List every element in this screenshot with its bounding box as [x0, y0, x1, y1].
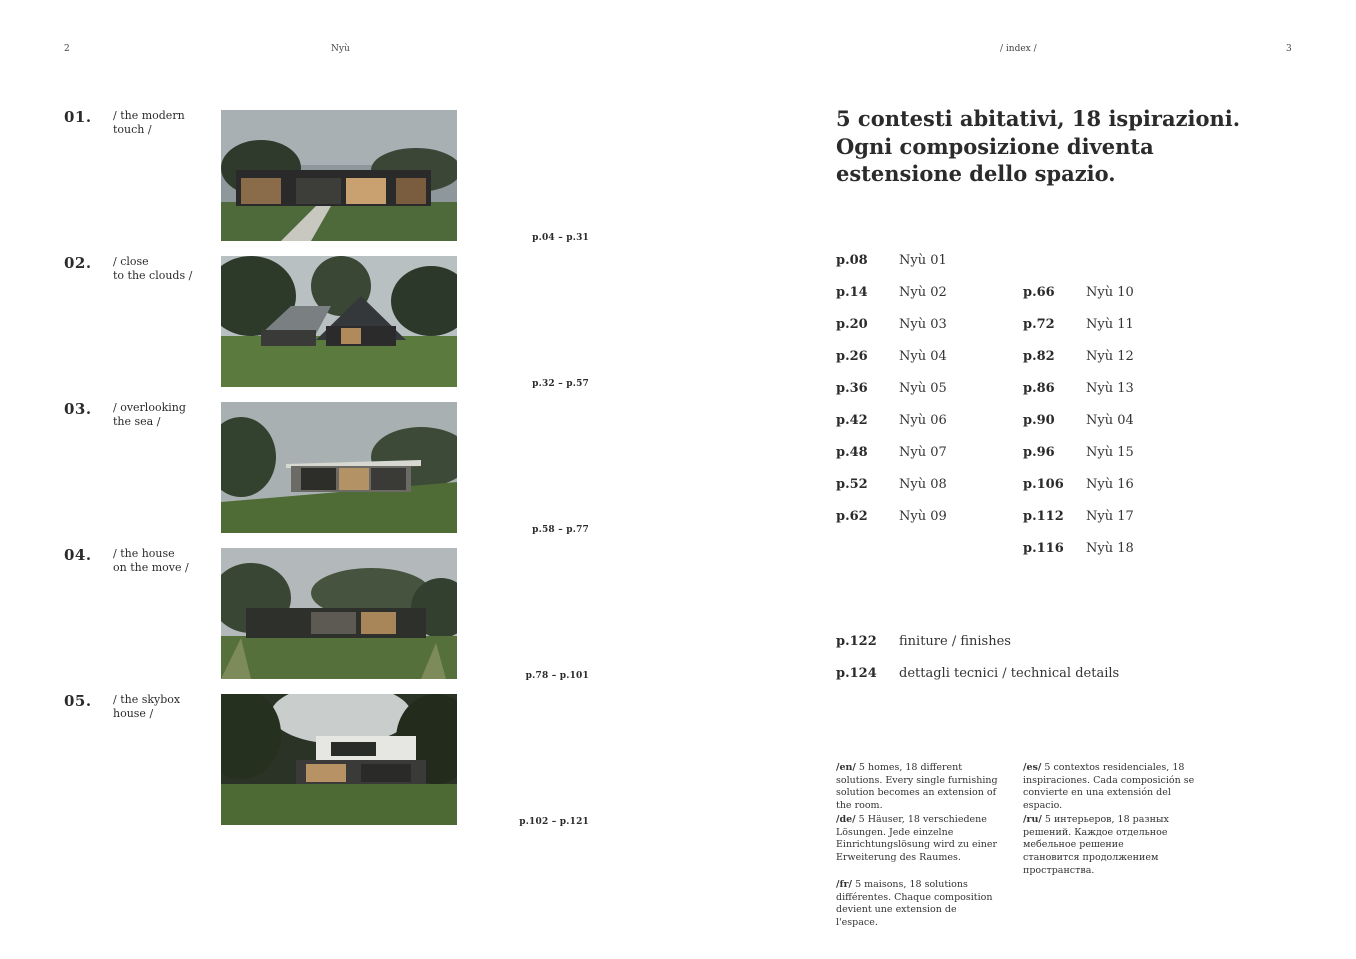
index-title: Nyù 13	[1086, 381, 1134, 396]
index-entry[interactable]	[836, 381, 947, 413]
index-headline: 5 contesti abitativi, 18 ispirazioni. Ogni composizione diventa estensione dello spazio.	[836, 106, 1241, 186]
section-photo-close-to-clouds[interactable]	[221, 256, 457, 387]
index-title: Nyù 04	[1086, 413, 1134, 428]
section-number: 03.	[64, 400, 92, 418]
index-page: p.20	[836, 317, 868, 332]
right-running-title: / index /	[1000, 44, 1037, 54]
section-photo-skybox-house[interactable]	[221, 694, 457, 825]
index-entry[interactable]	[1023, 349, 1134, 381]
section-title: / overlooking the sea /	[113, 401, 186, 428]
index-title: Nyù 03	[899, 317, 947, 332]
index-title: finiture / finishes	[899, 634, 1011, 649]
index-page: p.66	[1023, 285, 1055, 300]
translation-tag: /de/	[836, 814, 856, 825]
index-entry[interactable]	[1023, 317, 1134, 349]
index-title: Nyù 12	[1086, 349, 1134, 364]
index-title: Nyù 07	[899, 445, 947, 460]
index-entry[interactable]	[1023, 285, 1134, 317]
index-page: p.08	[836, 253, 868, 268]
index-entry-technical-details[interactable]	[836, 666, 1119, 698]
index-title: Nyù 02	[899, 285, 947, 300]
index-page: p.124	[836, 666, 877, 681]
index-page: p.90	[1023, 413, 1055, 428]
section-number: 05.	[64, 692, 92, 710]
index-column-2	[1023, 285, 1134, 573]
index-page: p.106	[1023, 477, 1064, 492]
index-title: Nyù 10	[1086, 285, 1134, 300]
index-page: p.26	[836, 349, 868, 364]
translation-text: 5 Häuser, 18 verschiedene Lösungen. Jede einzelne Einrichtungslösung wird zu einer Erweiterung des Raumes.	[836, 814, 997, 864]
translation-de	[836, 814, 1001, 865]
section-photo-house-on-move[interactable]	[221, 548, 457, 679]
index-entry[interactable]	[836, 285, 947, 317]
section-title: / the house on the move /	[113, 547, 189, 574]
index-page: p.62	[836, 509, 868, 524]
index-entry[interactable]	[836, 509, 947, 541]
index-entry[interactable]	[836, 445, 947, 477]
index-page: p.52	[836, 477, 868, 492]
index-entry[interactable]	[1023, 381, 1134, 413]
section-number: 04.	[64, 546, 92, 564]
section-number: 02.	[64, 254, 92, 272]
section-page-range: p.102 – p.121	[519, 817, 589, 827]
translation-tag: /es/	[1023, 762, 1042, 773]
index-title: Nyù 01	[899, 253, 947, 268]
section-title: / close to the clouds /	[113, 255, 193, 282]
index-title: Nyù 16	[1086, 477, 1134, 492]
index-title: Nyù 18	[1086, 541, 1134, 556]
index-page: p.96	[1023, 445, 1055, 460]
left-running-title: Nyù	[331, 44, 350, 54]
index-title: Nyù 05	[899, 381, 947, 396]
right-page-number: 3	[1286, 44, 1292, 54]
index-entry[interactable]	[1023, 477, 1134, 509]
index-entry[interactable]	[836, 413, 947, 445]
index-title: Nyù 06	[899, 413, 947, 428]
index-title: Nyù 15	[1086, 445, 1134, 460]
translation-text: 5 интерьеров, 18 разных решений. Каждое отдельное мебельное решение становится продолжением пространства.	[1023, 814, 1169, 876]
translation-es	[1023, 762, 1201, 813]
left-page-number: 2	[64, 44, 70, 54]
translation-ru	[1023, 814, 1173, 878]
index-title: Nyù 08	[899, 477, 947, 492]
section-photo-modern-touch[interactable]	[221, 110, 457, 241]
index-entry[interactable]	[836, 349, 947, 381]
index-entry[interactable]	[1023, 541, 1134, 573]
index-column-1	[836, 253, 947, 541]
section-page-range: p.04 – p.31	[532, 233, 589, 243]
index-page: p.82	[1023, 349, 1055, 364]
translation-tag: /ru/	[1023, 814, 1042, 825]
index-title: Nyù 09	[899, 509, 947, 524]
index-entry[interactable]	[836, 317, 947, 349]
section-page-range: p.32 – p.57	[532, 379, 589, 389]
index-entry[interactable]	[1023, 445, 1134, 477]
translation-tag: /en/	[836, 762, 856, 773]
index-entry[interactable]	[836, 477, 947, 509]
translation-en	[836, 762, 1008, 813]
section-page-range: p.58 – p.77	[532, 525, 589, 535]
index-entry[interactable]	[1023, 509, 1134, 541]
index-title: Nyù 17	[1086, 509, 1134, 524]
index-extra	[836, 634, 1119, 698]
index-entry[interactable]	[836, 253, 947, 285]
index-page: p.72	[1023, 317, 1055, 332]
index-page: p.122	[836, 634, 877, 649]
section-number: 01.	[64, 108, 92, 126]
index-title: Nyù 04	[899, 349, 947, 364]
section-photo-overlooking-sea[interactable]	[221, 402, 457, 533]
index-title: Nyù 11	[1086, 317, 1134, 332]
index-title: dettagli tecnici / technical details	[899, 666, 1120, 681]
section-page-range: p.78 – p.101	[525, 671, 589, 681]
index-page: p.14	[836, 285, 868, 300]
translation-text: 5 contextos residenciales, 18 inspiraciones. Cada composición se convierte en una extensión del espacio.	[1023, 762, 1195, 812]
translation-tag: /fr/	[836, 879, 853, 890]
translation-text: 5 maisons, 18 solutions différentes. Chaque composition devient une extension de l'espace.	[836, 879, 993, 929]
index-page: p.86	[1023, 381, 1055, 396]
index-entry-finishes[interactable]	[836, 634, 1119, 666]
index-page: p.36	[836, 381, 868, 396]
index-page: p.48	[836, 445, 868, 460]
section-title: / the skybox house /	[113, 693, 181, 720]
index-page: p.112	[1023, 509, 1064, 524]
section-title: / the modern touch /	[113, 109, 185, 136]
translation-fr	[836, 879, 996, 930]
translation-text: 5 homes, 18 different solutions. Every single furnishing solution becomes an extension of the room.	[836, 762, 998, 812]
index-page: p.42	[836, 413, 868, 428]
index-entry[interactable]	[1023, 413, 1134, 445]
index-page: p.116	[1023, 541, 1064, 556]
